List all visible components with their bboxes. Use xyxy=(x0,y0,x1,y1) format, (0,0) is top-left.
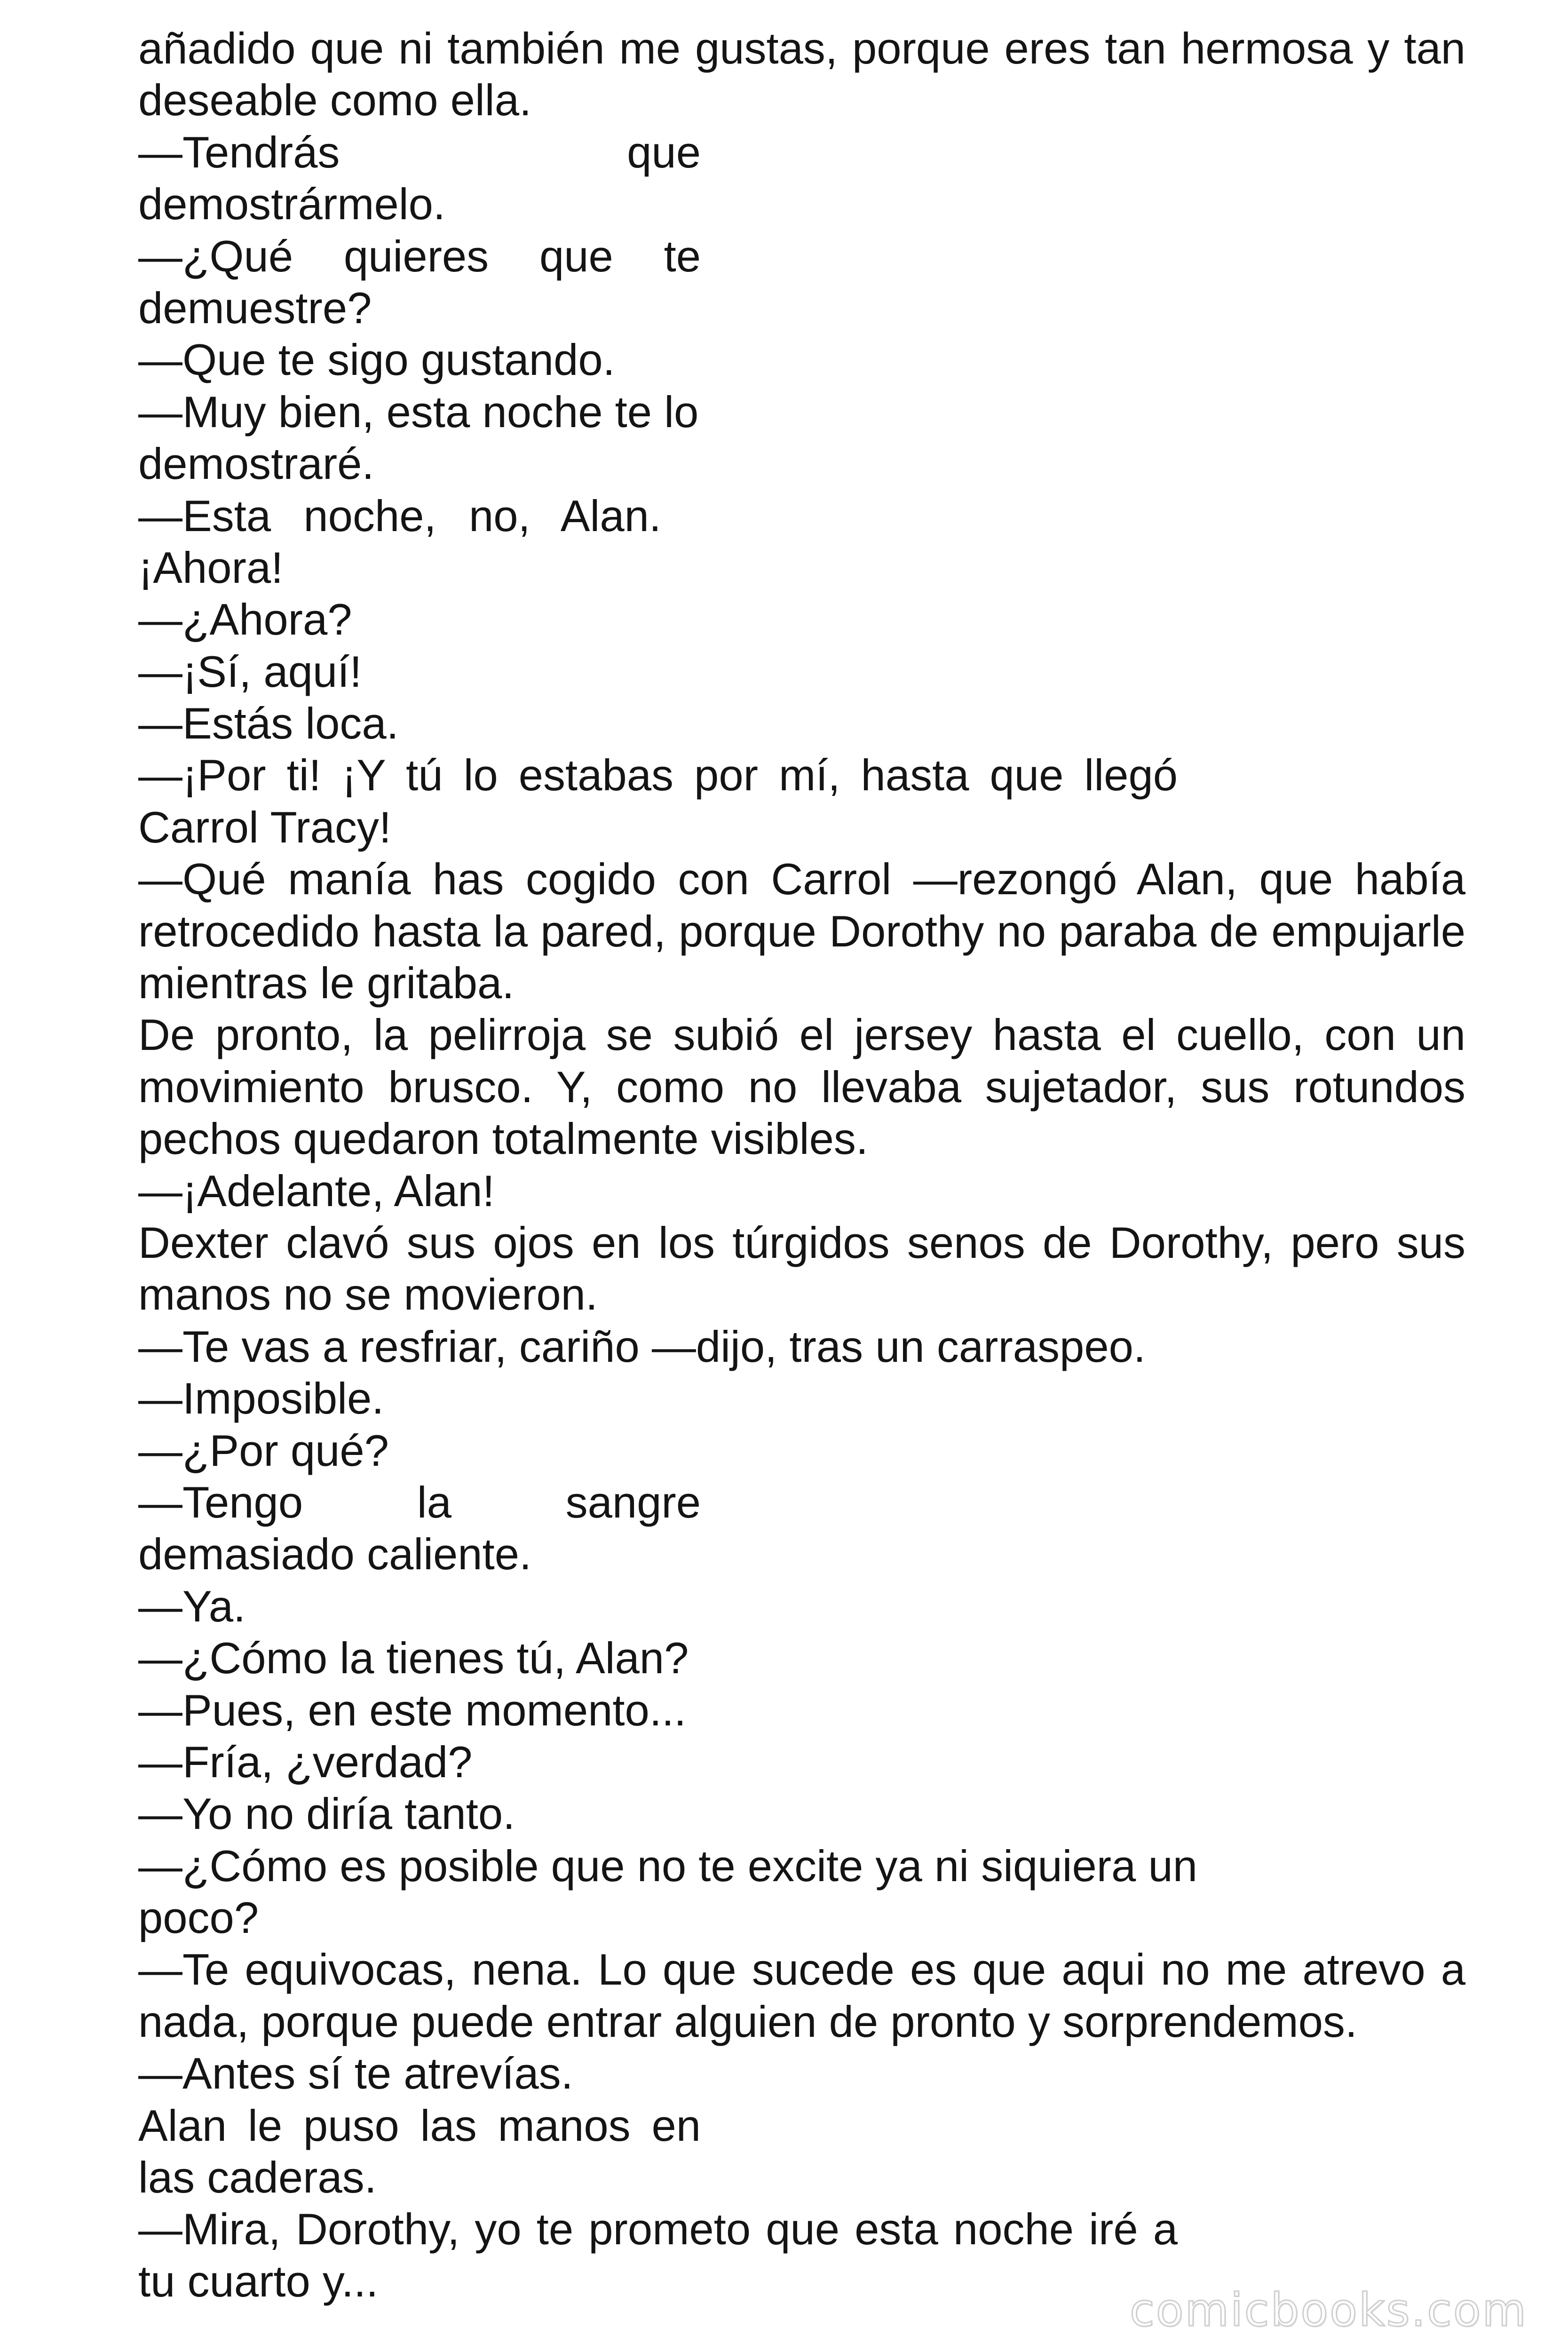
text-line: demuestre? xyxy=(138,283,372,333)
text-line: añadido que ni también me gustas, porque eres tan hermosa y tan xyxy=(138,24,1465,73)
text-line: —Yo no diría tanto. xyxy=(138,1789,515,1839)
text-line: —Antes sí te atrevías. xyxy=(138,2049,573,2098)
text-line: De pronto, la pelirroja se subió el jersey hasta el cuello, con un xyxy=(138,1010,1465,1060)
text-line: retrocedido hasta la pared, porque Dorothy no paraba de empujarle xyxy=(138,906,1465,956)
text-line: movimiento brusco. Y, como no llevaba sujetador, sus rotundos xyxy=(138,1062,1465,1112)
text-line: —¿Por qué? xyxy=(138,1425,389,1475)
text-line: —Esta noche, no, Alan. xyxy=(138,491,661,540)
text-line: —Te equivocas, nena. Lo que sucede es que aqui no me atrevo a xyxy=(138,1945,1465,1994)
watermark-logo: comicbooks.com xyxy=(1129,2284,1528,2336)
text-line: Dexter clavó sus ojos en los túrgidos senos de Dorothy, pero sus xyxy=(138,1217,1465,1267)
text-line: nada, porque puede entrar alguien de pronto y sorprendemos. xyxy=(138,1996,1358,2046)
text-line: —Ya. xyxy=(138,1581,246,1631)
text-line: ¡Ahora! xyxy=(138,542,284,592)
text-line: —¡Sí, aquí! xyxy=(138,646,362,696)
text-line: —¿Cómo la tienes tú, Alan? xyxy=(138,1633,689,1683)
text-line: —Imposible. xyxy=(138,1374,384,1423)
text-line: —Tengo la sangre xyxy=(138,1477,701,1527)
text-line: —Te vas a resfriar, cariño —dijo, tras un carraspeo. xyxy=(138,1321,1146,1371)
text-line: —Fría, ¿verdad? xyxy=(138,1737,473,1787)
text-line: pechos quedaron totalmente visibles. xyxy=(138,1114,868,1164)
text-line: manos no se movieron. xyxy=(138,1270,598,1319)
text-line: —¡Por ti! ¡Y tú lo estabas por mí, hasta que llegó xyxy=(138,750,1178,800)
text-line: —¿Ahora? xyxy=(138,595,352,644)
text-line: demostraré. xyxy=(138,439,374,489)
text-line: demostrármelo. xyxy=(138,179,445,229)
text-line: tu cuarto y... xyxy=(138,2256,379,2306)
text-line: —Muy bien, esta noche te lo xyxy=(138,387,699,437)
text-line: mientras le gritaba. xyxy=(138,958,515,1008)
text-line: Carrol Tracy! xyxy=(138,802,391,852)
text-line: Alan le puso las manos en xyxy=(138,2100,701,2150)
text-line: —¡Adelante, Alan! xyxy=(138,1166,495,1216)
text-line: demasiado caliente. xyxy=(138,1529,532,1579)
text-line: —Mira, Dorothy, yo te prometo que esta noche iré a xyxy=(138,2204,1178,2254)
text-line: —Estás loca. xyxy=(138,699,399,748)
text-line: las caderas. xyxy=(138,2153,377,2202)
text-line: —Tendrás que xyxy=(138,127,701,177)
text-line: deseable como ella. xyxy=(138,75,532,125)
text-line: —Pues, en este momento... xyxy=(138,1685,687,1735)
text-line: —¿Cómo es posible que no te excite ya ni siquiera un xyxy=(138,1841,1198,1891)
text-line: —¿Qué quieres que te xyxy=(138,231,701,281)
body-text xyxy=(138,23,1465,2307)
text-line: —Que te sigo gustando. xyxy=(138,335,615,385)
text-line: —Qué manía has cogido con Carrol —rezongó Alan, que había xyxy=(138,854,1465,904)
text-line: poco? xyxy=(138,1893,259,1943)
